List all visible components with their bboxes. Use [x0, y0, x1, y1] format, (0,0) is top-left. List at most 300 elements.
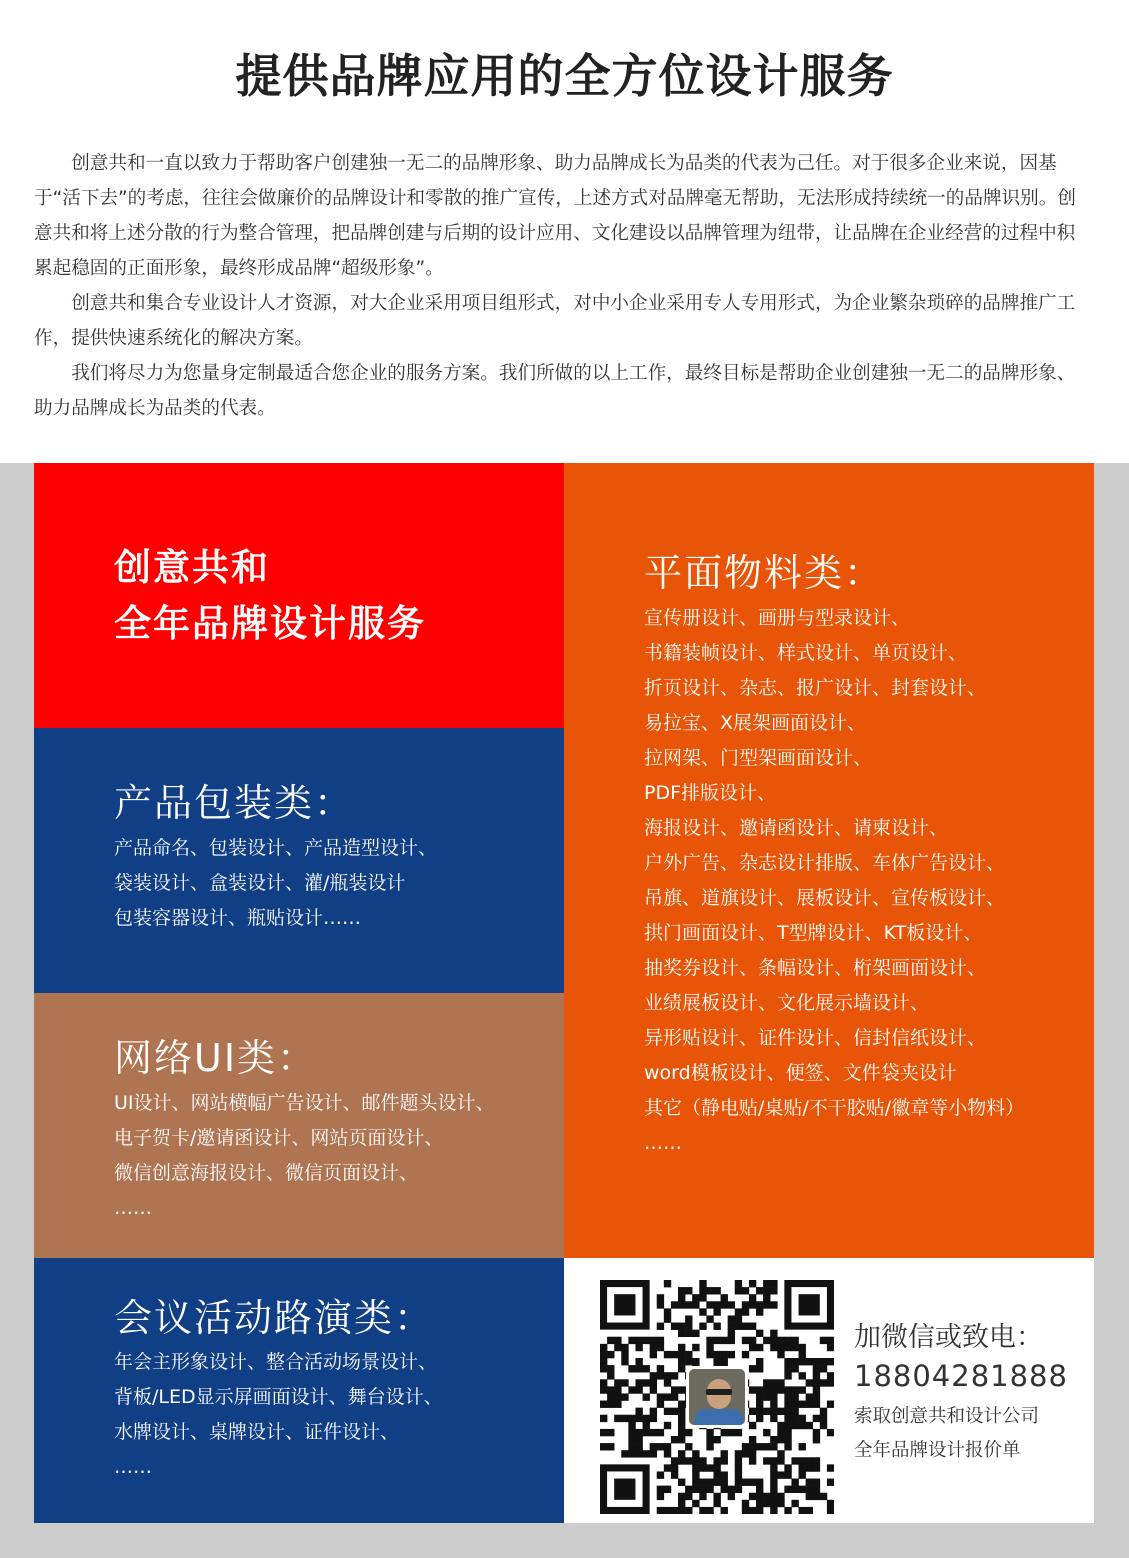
qr-module — [827, 1507, 834, 1514]
qr-module — [749, 1422, 756, 1429]
packaging-block — [34, 728, 564, 993]
qr-module — [692, 1330, 699, 1337]
qr-module — [664, 1443, 671, 1450]
qr-module — [607, 1443, 614, 1450]
qr-module — [721, 1486, 728, 1493]
qr-module — [671, 1408, 678, 1415]
qr-module — [735, 1486, 742, 1493]
avatar — [686, 1366, 748, 1428]
qr-module — [763, 1294, 770, 1301]
qr-module — [607, 1393, 614, 1400]
qr-module — [756, 1330, 763, 1337]
qr-module — [650, 1443, 657, 1450]
qr-module — [827, 1372, 834, 1379]
qr-module — [813, 1358, 820, 1365]
qr-module — [692, 1344, 699, 1351]
qr-module — [763, 1280, 770, 1287]
qr-module — [628, 1429, 635, 1436]
qr-module — [600, 1351, 607, 1358]
qr-module — [777, 1379, 784, 1386]
qr-module — [706, 1337, 713, 1344]
qr-module — [600, 1443, 607, 1450]
qr-code-icon[interactable] — [600, 1280, 834, 1514]
qr-module — [678, 1358, 685, 1365]
qr-module — [685, 1323, 692, 1330]
qr-module — [635, 1358, 642, 1365]
qr-module — [664, 1486, 671, 1493]
qr-module — [650, 1372, 657, 1379]
qr-module — [657, 1301, 664, 1308]
qr-module — [784, 1507, 791, 1514]
qr-module — [685, 1287, 692, 1294]
qr-module — [791, 1422, 798, 1429]
qr-module — [799, 1372, 806, 1379]
qr-module — [813, 1401, 820, 1408]
qr-module — [784, 1393, 791, 1400]
qr-module — [685, 1457, 692, 1464]
qr-module — [607, 1401, 614, 1408]
qr-module — [664, 1450, 671, 1457]
qr-module — [600, 1358, 607, 1365]
qr-module — [628, 1415, 635, 1422]
qr-module — [671, 1393, 678, 1400]
list-item: 袋装设计、盒装设计、灌/瓶装设计 — [114, 872, 406, 894]
qr-module — [643, 1450, 650, 1457]
qr-module — [749, 1301, 756, 1308]
qr-module — [614, 1337, 621, 1344]
qr-module — [721, 1337, 728, 1344]
qr-module — [699, 1486, 706, 1493]
qr-module — [628, 1365, 635, 1372]
qr-module — [728, 1351, 735, 1358]
list-item: 异形贴设计、证件设计、信封信纸设计、 — [644, 1027, 987, 1049]
qr-module — [699, 1457, 706, 1464]
qr-module — [713, 1301, 720, 1308]
qr-module — [678, 1500, 685, 1507]
page-title: 提供品牌应用的全方位设计服务 — [235, 49, 894, 103]
qr-module — [607, 1429, 614, 1436]
web-ui-title: 网络UI类： — [114, 1036, 318, 1080]
qr-module — [756, 1500, 763, 1507]
qr-module — [657, 1429, 664, 1436]
qr-module — [770, 1436, 777, 1443]
qr-module — [713, 1323, 720, 1330]
qr-module — [728, 1486, 735, 1493]
qr-module — [756, 1479, 763, 1486]
qr-module — [628, 1443, 635, 1450]
qr-module — [664, 1408, 671, 1415]
qr-module — [699, 1493, 706, 1500]
qr-module — [699, 1294, 706, 1301]
qr-module — [721, 1429, 728, 1436]
qr-module — [742, 1500, 749, 1507]
qr-module — [806, 1379, 813, 1386]
qr-module — [763, 1457, 770, 1464]
qr-module — [777, 1436, 784, 1443]
qr-module — [742, 1287, 749, 1294]
qr-module — [799, 1344, 806, 1351]
qr-module — [678, 1415, 685, 1422]
qr-module — [820, 1493, 827, 1500]
list-item: 宣传册设计、画册与型录设计、 — [644, 607, 911, 629]
packaging-title: 产品包装类： — [114, 781, 355, 825]
qr-module — [657, 1294, 664, 1301]
qr-module — [607, 1372, 614, 1379]
intro-paragraph: 我们将尽力为您量身定制最适合您企业的服务方案。我们所做的以上工作，最终目标是帮助企业创建独一无二的品牌形象、助力品牌成长为品类的代表。 — [34, 363, 1076, 419]
qr-module — [706, 1443, 713, 1450]
qr-module — [664, 1393, 671, 1400]
qr-module — [806, 1493, 813, 1500]
qr-module — [749, 1443, 756, 1450]
qr-module — [756, 1443, 763, 1450]
qr-module — [806, 1464, 813, 1471]
qr-module — [650, 1351, 657, 1358]
qr-module — [742, 1443, 749, 1450]
qr-module — [742, 1479, 749, 1486]
qr-module — [791, 1344, 798, 1351]
contact-block — [564, 1258, 1094, 1523]
qr-module — [678, 1507, 685, 1514]
qr-module — [671, 1507, 678, 1514]
qr-module — [735, 1308, 742, 1315]
qr-module — [706, 1486, 713, 1493]
qr-module — [791, 1401, 798, 1408]
qr-module — [685, 1429, 692, 1436]
qr-module — [692, 1486, 699, 1493]
qr-module — [763, 1301, 770, 1308]
qr-module — [721, 1301, 728, 1308]
qr-module — [813, 1479, 820, 1486]
qr-module — [713, 1493, 720, 1500]
qr-module — [756, 1415, 763, 1422]
qr-module — [628, 1386, 635, 1393]
qr-module — [713, 1457, 720, 1464]
qr-module — [621, 1450, 628, 1457]
qr-module — [756, 1401, 763, 1408]
qr-module — [621, 1379, 628, 1386]
qr-module — [635, 1429, 642, 1436]
qr-module — [749, 1386, 756, 1393]
qr-module — [685, 1493, 692, 1500]
qr-module — [784, 1337, 791, 1344]
qr-module — [706, 1344, 713, 1351]
intro-text — [34, 146, 1084, 426]
list-item: 拉网架、门型架画面设计、 — [644, 747, 873, 769]
qr-module — [749, 1280, 756, 1287]
qr-module — [742, 1301, 749, 1308]
qr-module — [770, 1401, 777, 1408]
list-item: 吊旗、道旗设计、展板设计、宣传板设计、 — [644, 887, 1006, 909]
qr-module — [685, 1358, 692, 1365]
qr-module — [678, 1323, 685, 1330]
qr-module — [643, 1422, 650, 1429]
qr-module — [735, 1464, 742, 1471]
qr-module — [635, 1344, 642, 1351]
qr-module — [650, 1337, 657, 1344]
qr-module — [763, 1493, 770, 1500]
qr-module — [692, 1358, 699, 1365]
qr-module — [664, 1507, 671, 1514]
qr-module — [770, 1486, 777, 1493]
qr-module — [713, 1471, 720, 1478]
qr-module — [735, 1323, 742, 1330]
qr-module — [813, 1393, 820, 1400]
qr-module — [706, 1287, 713, 1294]
qr-module — [614, 1379, 621, 1386]
qr-module — [763, 1393, 770, 1400]
qr-module — [756, 1365, 763, 1372]
qr-module — [706, 1479, 713, 1486]
contact-phone[interactable]: 18804281888 — [854, 1359, 1068, 1393]
qr-module — [763, 1500, 770, 1507]
qr-module — [721, 1457, 728, 1464]
qr-module — [699, 1287, 706, 1294]
qr-module — [635, 1379, 642, 1386]
qr-module — [678, 1365, 685, 1372]
qr-module — [671, 1386, 678, 1393]
list-item: …… — [114, 1456, 152, 1478]
qr-module — [650, 1415, 657, 1422]
qr-module — [735, 1280, 742, 1287]
qr-module — [643, 1337, 650, 1344]
qr-module — [600, 1415, 607, 1422]
qr-module — [763, 1429, 770, 1436]
qr-module — [784, 1443, 791, 1450]
qr-module — [806, 1507, 813, 1514]
qr-module — [784, 1429, 791, 1436]
qr-module — [713, 1500, 720, 1507]
qr-module — [806, 1422, 813, 1429]
qr-module — [735, 1479, 742, 1486]
qr-module — [756, 1358, 763, 1365]
qr-module — [791, 1408, 798, 1415]
qr-module — [614, 1415, 621, 1422]
qr-module — [813, 1386, 820, 1393]
qr-module — [650, 1344, 657, 1351]
qr-module — [770, 1379, 777, 1386]
qr-module — [770, 1393, 777, 1400]
qr-module — [635, 1436, 642, 1443]
qr-module — [820, 1358, 827, 1365]
qr-module — [749, 1450, 756, 1457]
print-items — [644, 601, 1024, 1161]
qr-module — [770, 1344, 777, 1351]
qr-module — [706, 1301, 713, 1308]
qr-module — [728, 1323, 735, 1330]
qr-module — [777, 1337, 784, 1344]
qr-module — [806, 1401, 813, 1408]
qr-module — [735, 1287, 742, 1294]
qr-module — [756, 1287, 763, 1294]
qr-module — [728, 1315, 735, 1322]
qr-module — [784, 1422, 791, 1429]
qr-module — [699, 1464, 706, 1471]
intro-paragraph: 创意共和集合专业设计人才资源，对大企业采用项目组形式，对中小企业采用专人专用形式，为企业繁杂琐碎的品牌推广工作，提供快速系统化的解决方案。 — [34, 293, 1076, 349]
qr-module — [777, 1408, 784, 1415]
qr-module — [699, 1280, 706, 1287]
qr-module — [600, 1401, 607, 1408]
qr-module — [813, 1464, 820, 1471]
qr-module — [827, 1429, 834, 1436]
qr-module — [692, 1301, 699, 1308]
qr-module — [799, 1471, 806, 1478]
qr-module — [671, 1301, 678, 1308]
qr-module — [635, 1443, 642, 1450]
qr-module — [791, 1393, 798, 1400]
qr-module — [770, 1386, 777, 1393]
qr-module — [671, 1471, 678, 1478]
qr-module — [735, 1315, 742, 1322]
qr-module — [777, 1500, 784, 1507]
qr-module — [657, 1323, 664, 1330]
qr-module — [635, 1415, 642, 1422]
qr-module — [820, 1337, 827, 1344]
qr-module — [664, 1422, 671, 1429]
qr-module — [806, 1479, 813, 1486]
qr-module — [827, 1464, 834, 1471]
qr-module — [600, 1365, 607, 1372]
qr-module — [600, 1429, 607, 1436]
qr-module — [827, 1344, 834, 1351]
qr-module — [657, 1337, 664, 1344]
list-item: UI设计、网站横幅广告设计、邮件题头设计、 — [114, 1092, 495, 1114]
contact-label: 加微信或致电： — [854, 1322, 1043, 1353]
qr-module — [685, 1330, 692, 1337]
qr-module — [799, 1358, 806, 1365]
print-title: 平面物料类： — [644, 551, 885, 595]
qr-module — [692, 1500, 699, 1507]
qr-module — [827, 1401, 834, 1408]
qr-module — [678, 1422, 685, 1429]
qr-module — [784, 1464, 791, 1471]
qr-module — [721, 1351, 728, 1358]
list-item: 电子贺卡/邀请函设计、网站页面设计、 — [114, 1127, 444, 1149]
qr-module — [685, 1486, 692, 1493]
qr-module — [614, 1479, 635, 1500]
qr-module — [685, 1315, 692, 1322]
qr-module — [735, 1457, 742, 1464]
qr-module — [678, 1301, 685, 1308]
qr-module — [678, 1450, 685, 1457]
qr-module — [728, 1337, 735, 1344]
qr-module — [628, 1450, 635, 1457]
qr-module — [614, 1401, 621, 1408]
list-item: 易拉宝、X展架画面设计、 — [644, 712, 867, 734]
qr-module — [621, 1358, 628, 1365]
qr-module — [650, 1408, 657, 1415]
qr-module — [791, 1486, 798, 1493]
list-item: 业绩展板设计、文化展示墙设计、 — [644, 992, 930, 1014]
list-item: …… — [644, 1132, 682, 1154]
qr-module — [791, 1337, 798, 1344]
qr-module — [657, 1507, 664, 1514]
qr-module — [813, 1493, 820, 1500]
qr-module — [699, 1479, 706, 1486]
qr-module — [657, 1471, 664, 1478]
qr-module — [784, 1471, 791, 1478]
qr-module — [728, 1330, 735, 1337]
qr-module — [671, 1457, 678, 1464]
qr-module — [678, 1436, 685, 1443]
list-item: 水牌设计、桌牌设计、证件设计、 — [114, 1421, 400, 1443]
qr-module — [784, 1344, 791, 1351]
qr-module — [827, 1500, 834, 1507]
qr-module — [600, 1386, 607, 1393]
qr-module — [692, 1464, 699, 1471]
qr-module — [713, 1337, 720, 1344]
qr-module — [671, 1323, 678, 1330]
qr-module — [784, 1436, 791, 1443]
qr-module — [749, 1323, 756, 1330]
qr-module — [770, 1337, 777, 1344]
qr-module — [664, 1280, 671, 1287]
qr-module — [799, 1464, 806, 1471]
qr-module — [777, 1351, 784, 1358]
qr-module — [791, 1386, 798, 1393]
qr-module — [678, 1457, 685, 1464]
list-item: …… — [114, 1197, 152, 1219]
qr-module — [664, 1308, 671, 1315]
qr-module — [784, 1386, 791, 1393]
qr-module — [621, 1415, 628, 1422]
qr-module — [813, 1415, 820, 1422]
qr-module — [721, 1450, 728, 1457]
qr-module — [784, 1415, 791, 1422]
qr-module — [763, 1287, 770, 1294]
qr-module — [664, 1315, 671, 1322]
qr-module — [791, 1365, 798, 1372]
qr-module — [742, 1323, 749, 1330]
list-item: 微信创意海报设计、微信页面设计、 — [114, 1162, 419, 1184]
list-item: 拱门画面设计、T型牌设计、KT板设计、 — [644, 922, 983, 944]
qr-module — [721, 1294, 728, 1301]
list-item: 书籍装帧设计、样式设计、单页设计、 — [644, 642, 968, 664]
qr-module — [784, 1408, 791, 1415]
qr-module — [678, 1294, 685, 1301]
qr-module — [635, 1337, 642, 1344]
qr-module — [643, 1379, 650, 1386]
contact-note-line1: 索取创意共和设计公司 — [854, 1406, 1040, 1427]
qr-module — [749, 1457, 756, 1464]
qr-module — [777, 1422, 784, 1429]
qr-module — [770, 1479, 777, 1486]
qr-module — [813, 1457, 820, 1464]
qr-module — [713, 1287, 720, 1294]
qr-module — [664, 1379, 671, 1386]
qr-module — [756, 1301, 763, 1308]
qr-module — [628, 1436, 635, 1443]
qr-module — [692, 1294, 699, 1301]
qr-module — [713, 1479, 720, 1486]
list-item: 海报设计、邀请函设计、请柬设计、 — [644, 817, 949, 839]
web-ui-items — [114, 1086, 495, 1226]
qr-module — [735, 1471, 742, 1478]
qr-module — [770, 1457, 777, 1464]
qr-module — [671, 1372, 678, 1379]
qr-module — [650, 1386, 657, 1393]
qr-module — [791, 1479, 798, 1486]
qr-module — [678, 1386, 685, 1393]
qr-module — [678, 1429, 685, 1436]
qr-module — [721, 1471, 728, 1478]
qr-module — [784, 1372, 791, 1379]
qr-module — [650, 1450, 657, 1457]
qr-module — [713, 1464, 720, 1471]
qr-module — [763, 1337, 770, 1344]
qr-module — [678, 1408, 685, 1415]
qr-module — [635, 1365, 642, 1372]
qr-module — [770, 1287, 777, 1294]
